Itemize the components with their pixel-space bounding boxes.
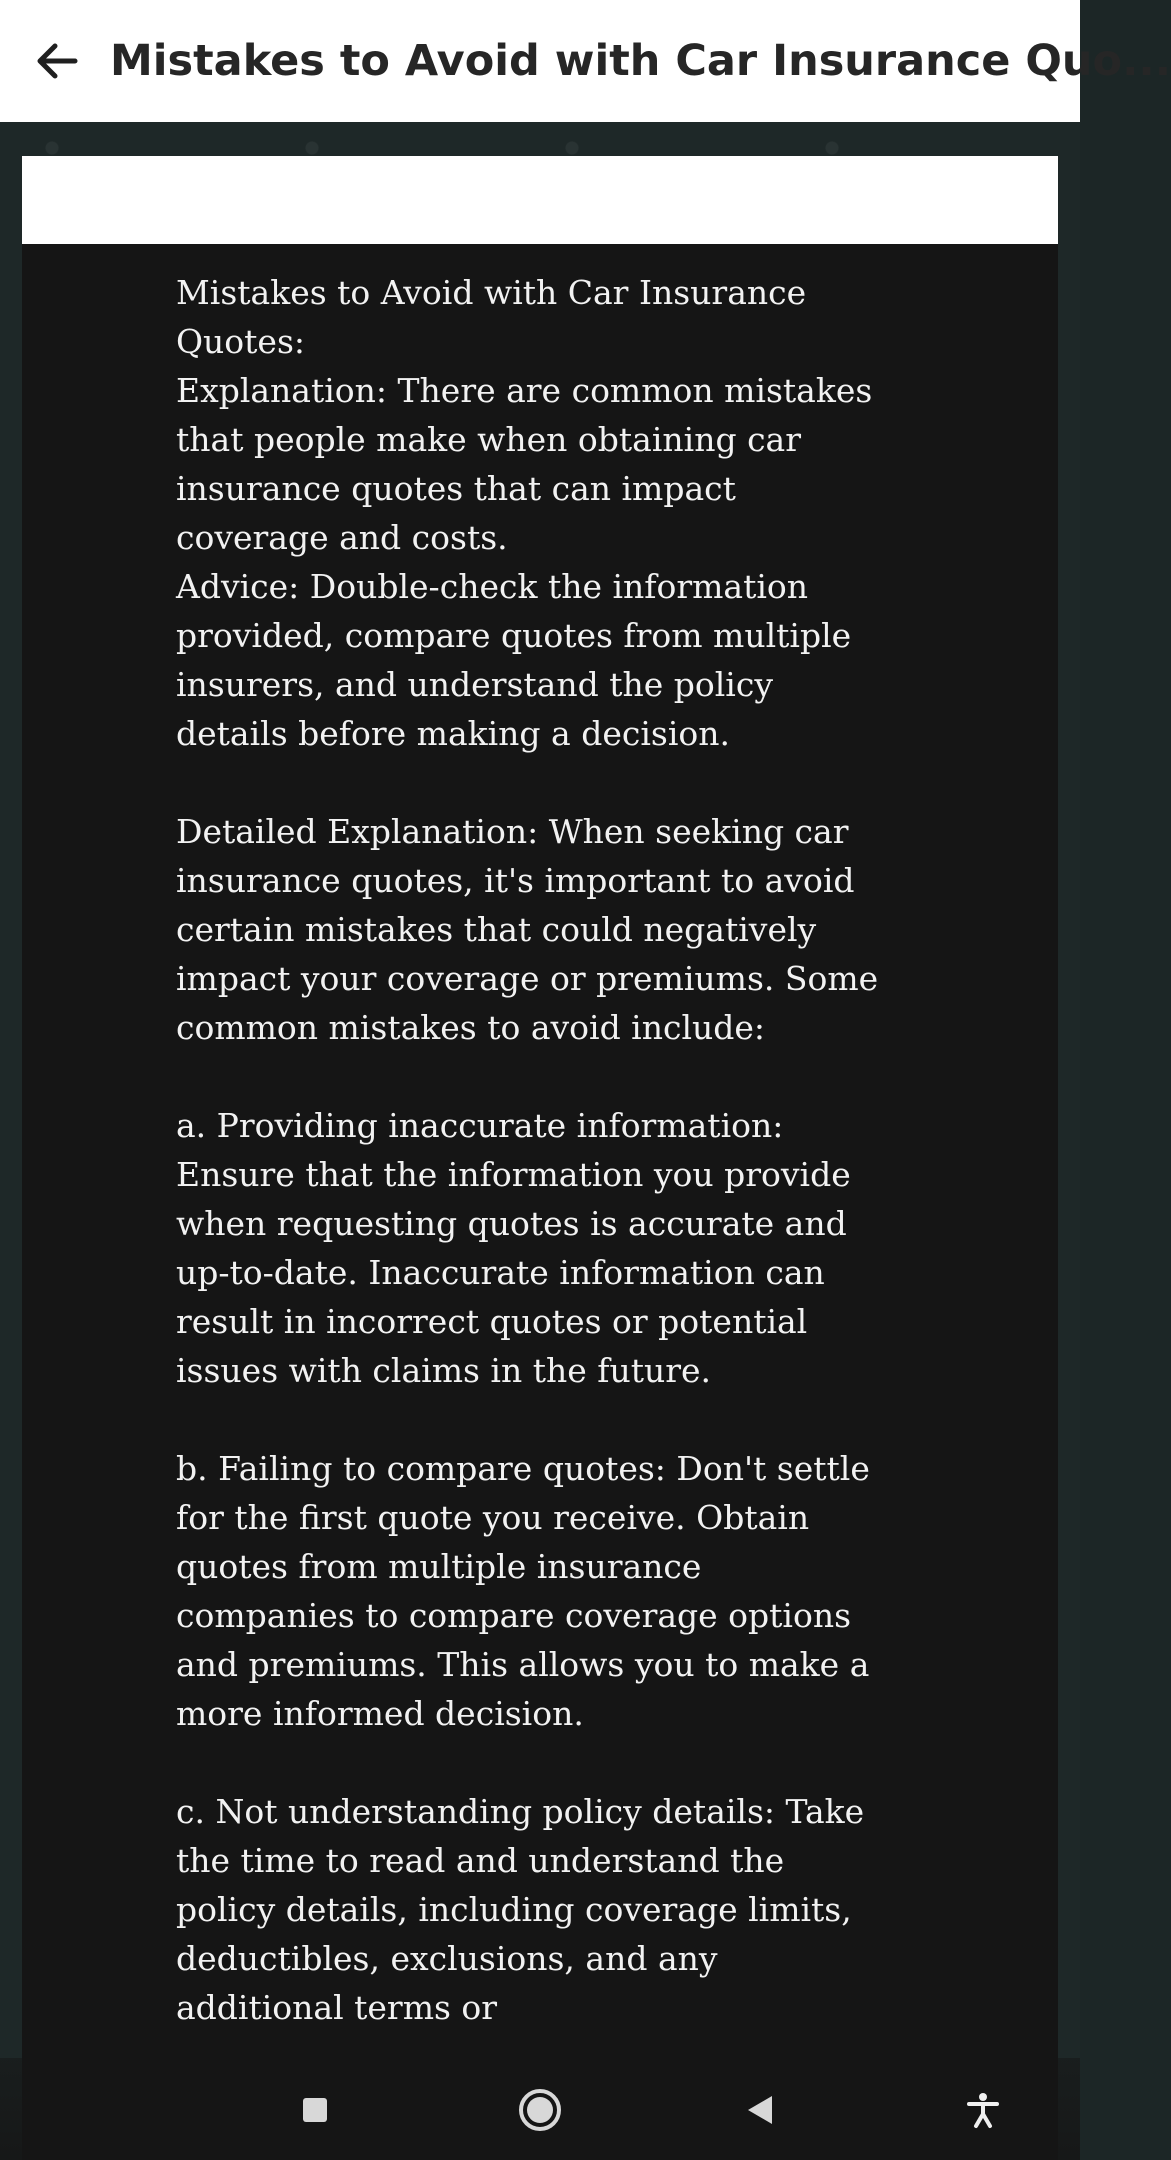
article-explanation: Explanation: There are common mistakes that people make when obtaining car insurance quotes that can impact coverage and costs. xyxy=(176,371,883,557)
arrow-left-icon xyxy=(33,37,81,85)
article-heading: Mistakes to Avoid with Car Insurance Quotes: xyxy=(176,273,817,361)
card-top-banner xyxy=(22,156,1058,244)
triangle-icon xyxy=(742,2092,778,2128)
article-body[interactable] xyxy=(176,268,889,2032)
page-title: Mistakes to Avoid with Car Insurance Quo... xyxy=(110,36,1171,86)
accessibility-button[interactable] xyxy=(953,2080,1013,2140)
home-button[interactable] xyxy=(510,2080,570,2140)
article-item-c: c. Not understanding policy details: Take the time to read and understand the policy details, including coverage limits, deductibles, exclusions, and any additional terms or xyxy=(176,1792,875,2027)
square-icon xyxy=(300,2095,330,2125)
system-navigation-bar xyxy=(0,2058,1080,2160)
circle-icon xyxy=(518,2088,562,2132)
article-detailed-explanation: Detailed Explanation: When seeking car insurance quotes, it's important to avoid certain mistakes that could negatively impact your coverage or premiums. Some common mistakes to avoid include: xyxy=(176,812,889,1047)
article-advice: Advice: Double-check the information provided, compare quotes from multiple insurers, and understand the policy details before making a decision. xyxy=(176,567,862,753)
back-nav-button[interactable] xyxy=(730,2080,790,2140)
accessibility-icon xyxy=(963,2090,1003,2130)
article-item-a: a. Providing inaccurate information: Ensure that the information you provide when requesting quotes is accurate and up-to-date. Inaccurate information can result in incorrect quotes or potential issues with claims in the future. xyxy=(176,1106,862,1390)
article-item-b: b. Failing to compare quotes: Don't settle for the first quote you receive. Obtain quotes from multiple insurance companies to compare coverage options and premiums. This allows you to make a more informed decision. xyxy=(176,1449,881,1733)
app-header xyxy=(0,0,1171,122)
recents-button[interactable] xyxy=(285,2080,345,2140)
back-button[interactable] xyxy=(22,26,92,96)
